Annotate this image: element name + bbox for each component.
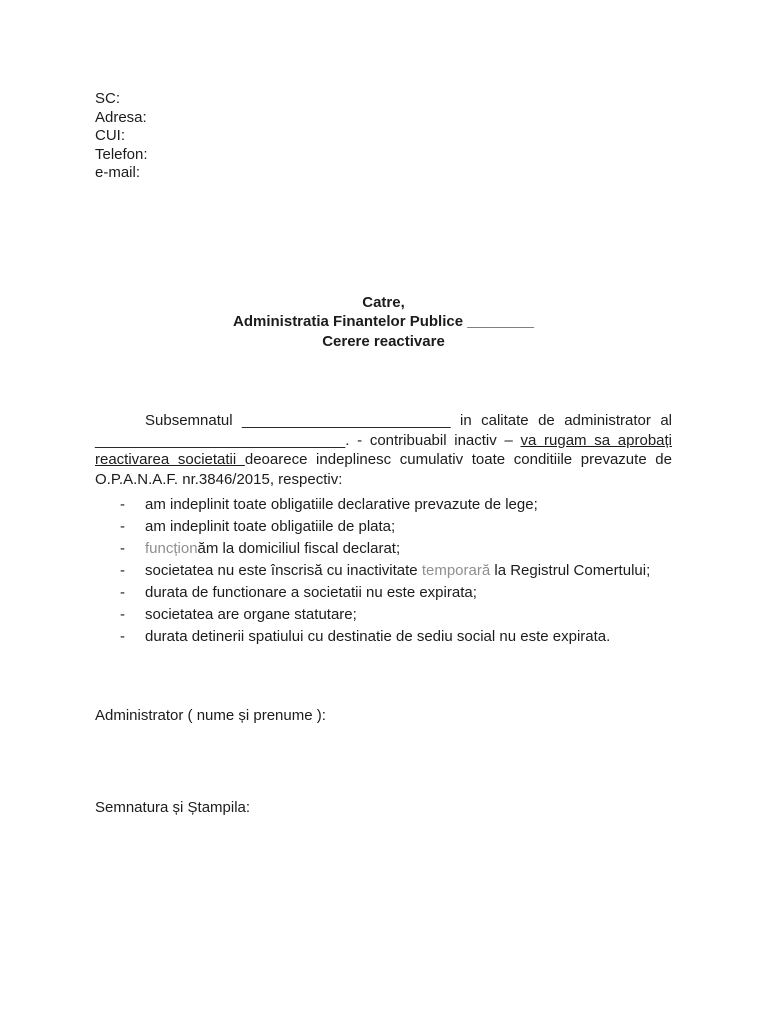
sender-line-telefon: Telefon: bbox=[95, 145, 148, 163]
sender-block bbox=[95, 90, 672, 183]
list-item-sediu-social bbox=[95, 626, 672, 648]
heading-cerere-reactivare: Cerere reactivare bbox=[322, 332, 445, 350]
heading-administratia-finantelor: Administratia Finantelor Publice ________ bbox=[233, 313, 534, 330]
dash-bullet: - bbox=[120, 606, 125, 623]
list-item-text-gray: funcțion bbox=[145, 540, 198, 557]
list-item-text: durata detinerii spatiului cu destinatie de sediu social nu este expirata. bbox=[145, 628, 611, 645]
dash-bullet: - bbox=[120, 562, 125, 579]
sender-line-sc: SC: bbox=[95, 90, 121, 107]
heading-catre: Catre, bbox=[362, 293, 405, 311]
body-paragraph bbox=[95, 411, 672, 489]
list-item-domiciliu-fiscal bbox=[95, 538, 672, 560]
paragraph-underlined-request: va rugam sa aprobați reactivarea societatii bbox=[95, 431, 672, 468]
list-item-text: am indeplinit toate obligatiile de plata; bbox=[145, 518, 396, 535]
sender-line-cui: CUI: bbox=[95, 127, 125, 144]
list-item-organe-statutare bbox=[95, 604, 672, 626]
dash-bullet: - bbox=[120, 540, 125, 557]
dash-bullet: - bbox=[120, 518, 125, 535]
list-item-obligatii-plata bbox=[95, 516, 672, 538]
conditions-list bbox=[95, 494, 672, 648]
list-item-text: la Registrul Comertului; bbox=[490, 562, 651, 579]
paragraph-text-intro: Subsemnatul _________________________ in calitate de administrator al ______________________________. - contribuabil inactiv – bbox=[95, 412, 672, 449]
signature-line: Semnatura și Ștampila: bbox=[95, 798, 251, 816]
administrator-line: Administrator ( nume și prenume ): bbox=[95, 707, 326, 724]
dash-bullet: - bbox=[120, 496, 125, 513]
list-item-text: am indeplinit toate obligatiile declarative prevazute de lege; bbox=[145, 496, 538, 513]
sender-line-adresa: Adresa: bbox=[95, 108, 147, 126]
list-item-text: societatea nu este înscrisă cu inactivitate bbox=[145, 562, 422, 579]
dash-bullet: - bbox=[120, 584, 125, 601]
letter-heading bbox=[95, 293, 672, 352]
list-item-text: societatea are organe statutare; bbox=[145, 606, 357, 623]
sender-line-email: e-mail: bbox=[95, 164, 141, 181]
paragraph-text-conditions: deoarece indeplinesc cumulativ toate conditiile prevazute de O.P.A.N.A.F. nr.3846/2015, respectiv: bbox=[95, 451, 672, 488]
list-item-text: durata de functionare a societatii nu este expirata; bbox=[145, 584, 477, 601]
list-item-obligatii-declarative bbox=[95, 494, 672, 516]
list-item-inactivitate-temporara bbox=[95, 560, 672, 582]
list-item-durata-functionare bbox=[95, 582, 672, 604]
dash-bullet: - bbox=[120, 628, 125, 645]
list-item-text: ăm la domiciliul fiscal declarat; bbox=[197, 540, 401, 557]
list-item-text-gray: temporară bbox=[421, 562, 491, 579]
